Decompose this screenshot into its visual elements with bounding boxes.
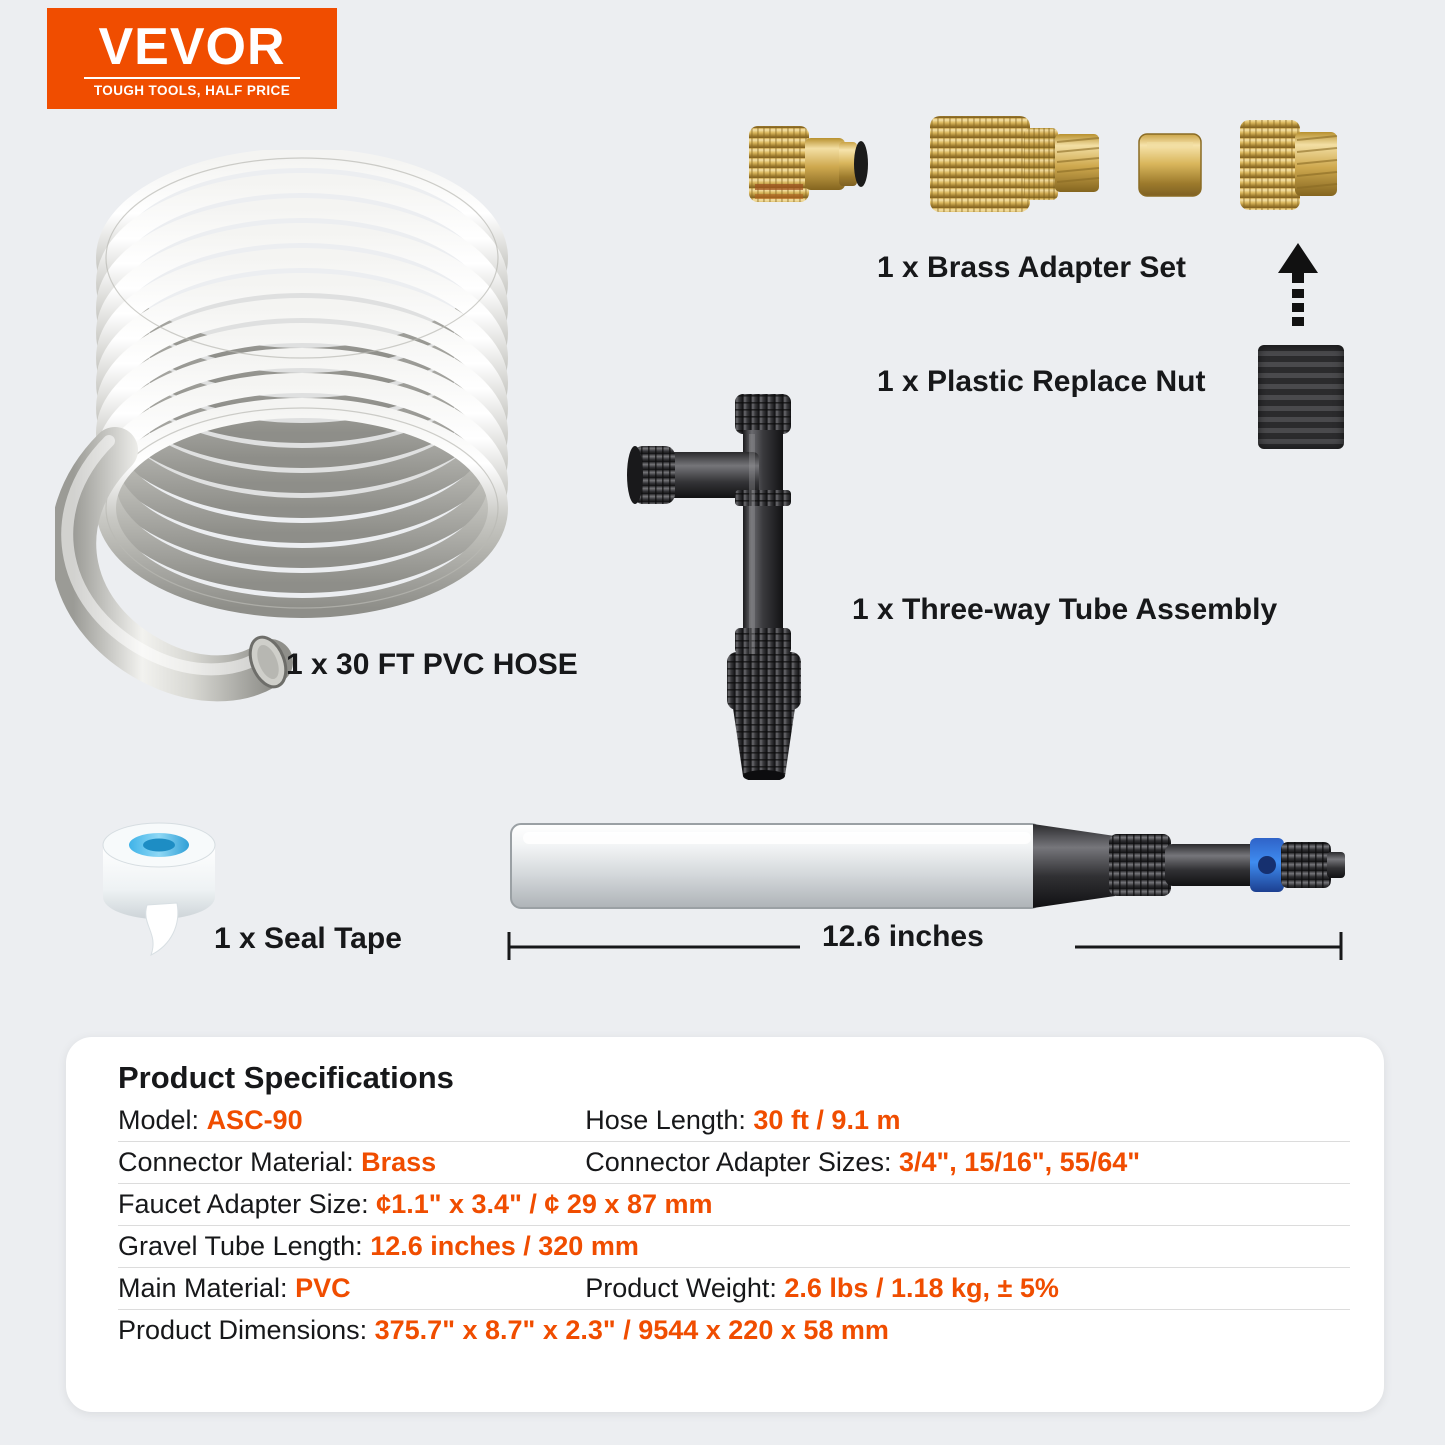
spec-cell bbox=[118, 1142, 549, 1184]
spec-cell bbox=[118, 1100, 549, 1142]
three-way-tube-assembly-label: 1 x Three-way Tube Assembly bbox=[852, 593, 1278, 626]
tee-svg bbox=[615, 390, 845, 780]
spec-value: 12.6 inches / 320 mm bbox=[370, 1231, 639, 1261]
spec-value: 3/4", 15/16", 55/64" bbox=[898, 1147, 1141, 1177]
pvc-hose-coil-image bbox=[55, 150, 615, 710]
spec-key: Main Material: bbox=[118, 1273, 288, 1303]
table-row bbox=[118, 1142, 1350, 1184]
seal-tape-label: 1 x Seal Tape bbox=[214, 922, 402, 955]
plastic-replace-nut-image bbox=[1258, 345, 1344, 449]
spec-value: PVC bbox=[295, 1273, 351, 1303]
gravel-tube-image bbox=[505, 808, 1345, 918]
spec-key: Model: bbox=[118, 1105, 200, 1135]
spec-cell bbox=[118, 1226, 1350, 1268]
spec-key: Product Weight: bbox=[585, 1273, 777, 1303]
spec-cell bbox=[549, 1142, 1350, 1184]
arrow-up-icon bbox=[1276, 243, 1320, 335]
brass-adapters-svg bbox=[735, 98, 1345, 233]
spec-key: Gravel Tube Length: bbox=[118, 1231, 363, 1261]
spec-value: ¢1.1" x 3.4" / ¢ 29 x 87 mm bbox=[376, 1189, 713, 1219]
spec-key: Faucet Adapter Size: bbox=[118, 1189, 369, 1219]
brand-tagline: TOUGH TOOLS, HALF PRICE bbox=[93, 82, 291, 98]
table-row bbox=[118, 1226, 1350, 1268]
spec-value: 375.7" x 8.7" x 2.3" / 9544 x 220 x 58 mm bbox=[374, 1315, 889, 1345]
plastic-replace-nut-label: 1 x Plastic Replace Nut bbox=[877, 365, 1206, 398]
spec-key: Product Dimensions: bbox=[118, 1315, 368, 1345]
spec-key: Connector Material: bbox=[118, 1147, 354, 1177]
spec-cell bbox=[549, 1100, 1350, 1142]
brass-adapter-set-label: 1 x Brass Adapter Set bbox=[877, 251, 1187, 284]
pvc-hose-label: 1 x 30 FT PVC HOSE bbox=[286, 648, 578, 681]
gravel-tube-svg bbox=[505, 808, 1350, 923]
table-row bbox=[118, 1184, 1350, 1226]
hose-coil-svg bbox=[55, 150, 615, 710]
spec-card-title: Product Specifications bbox=[118, 1060, 454, 1095]
spec-value: 30 ft / 9.1 m bbox=[753, 1105, 901, 1135]
spec-cell bbox=[118, 1310, 1350, 1352]
product-specifications-card bbox=[66, 1037, 1384, 1412]
spec-key: Hose Length: bbox=[585, 1105, 746, 1135]
spec-key: Connector Adapter Sizes: bbox=[585, 1147, 892, 1177]
spec-cell bbox=[118, 1268, 549, 1310]
table-row bbox=[118, 1268, 1350, 1310]
brass-adapter-set-image bbox=[735, 98, 1345, 233]
spec-cell bbox=[118, 1184, 1350, 1226]
dimension-callout: 12.6 inches bbox=[822, 920, 984, 953]
brand-name: VEVOR bbox=[98, 17, 286, 76]
spec-table bbox=[118, 1100, 1350, 1351]
vevor-logo bbox=[47, 8, 337, 109]
logo-divider bbox=[84, 77, 300, 79]
table-row bbox=[118, 1310, 1350, 1352]
spec-value: 2.6 lbs / 1.18 kg, ± 5% bbox=[784, 1273, 1059, 1303]
three-way-tube-assembly-image bbox=[615, 390, 840, 775]
spec-cell bbox=[549, 1268, 1350, 1310]
spec-value: Brass bbox=[361, 1147, 437, 1177]
spec-value: ASC-90 bbox=[206, 1105, 303, 1135]
table-row bbox=[118, 1100, 1350, 1142]
